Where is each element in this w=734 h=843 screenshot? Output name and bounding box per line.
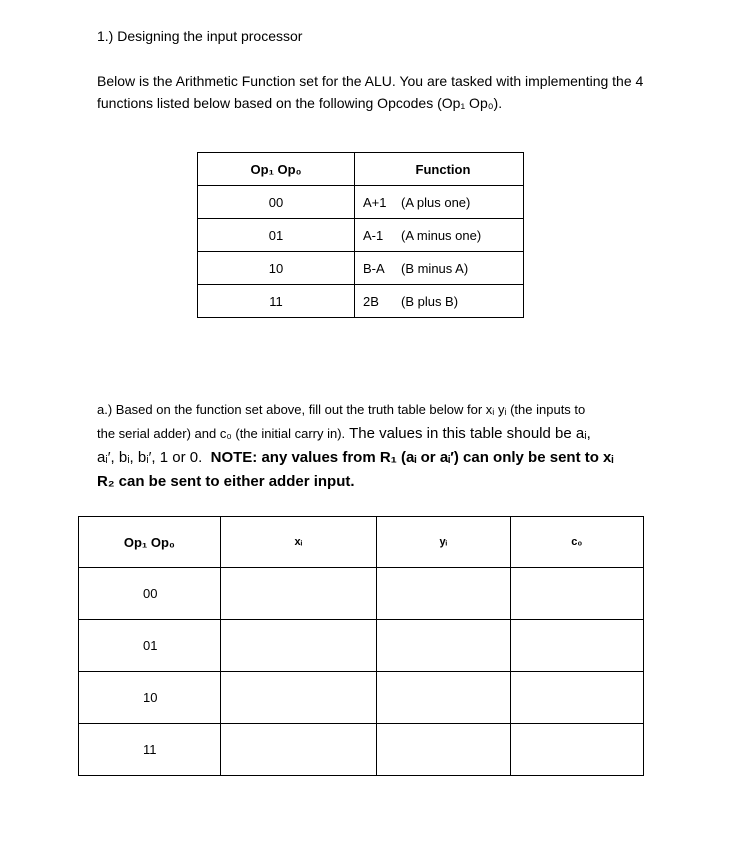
table-row [79, 620, 644, 672]
opcode-cell: 10 [198, 252, 355, 285]
table-row [79, 568, 644, 620]
yi-answer-cell[interactable] [377, 672, 510, 724]
table-row [79, 724, 644, 776]
c0-answer-cell[interactable] [510, 568, 644, 620]
function-desc: (B minus A) [400, 260, 469, 276]
table-row [198, 252, 524, 285]
opcode-value: 01 [143, 638, 158, 653]
xi-answer-cell[interactable] [220, 568, 376, 620]
yi-answer-cell[interactable] [377, 620, 510, 672]
function-cell [354, 252, 523, 285]
question-text: aᵢ′, bᵢ, bᵢ′, 1 or 0. [97, 449, 203, 466]
table-row [198, 285, 524, 318]
table-row [79, 672, 644, 724]
section-heading: 1.) Designing the input processor [97, 28, 303, 44]
intro-paragraph: Below is the Arithmetic Function set for the ALU. You are tasked with implementing the 4 functions listed below based on the following Opcodes (Op₁ Op₀). [97, 73, 644, 111]
yi-header: yᵢ [377, 517, 510, 568]
function-expr: B-A [362, 260, 385, 276]
note-text: NOTE: any values from R₁ (aᵢ or aᵢ′) can only be sent to xᵢ [210, 449, 614, 466]
table-row [198, 186, 524, 219]
xi-answer-cell[interactable] [220, 672, 376, 724]
function-desc: (A plus one) [400, 194, 471, 210]
opcode-cell: 11 [198, 285, 355, 318]
function-cell [354, 186, 523, 219]
table-row [198, 219, 524, 252]
part-a-question [97, 398, 687, 494]
function-cell [354, 285, 523, 318]
function-expr: A+1 [362, 194, 387, 210]
function-cell [354, 219, 523, 252]
question-text: the serial adder) and c₀ (the initial carry in). [97, 426, 346, 441]
function-expr: A-1 [362, 227, 384, 243]
note-text: R₂ can be sent to either adder input. [97, 473, 355, 490]
opcode-value: 10 [143, 690, 158, 705]
xi-header: xᵢ [220, 517, 376, 568]
truth-table [78, 516, 644, 776]
yi-answer-cell[interactable] [377, 568, 510, 620]
function-desc: (B plus B) [400, 293, 459, 309]
question-line: a.) Based on the function set above, fill out the truth table below for xᵢ yᵢ (the inputs to [97, 402, 586, 417]
opcode-header: Op₁ Op₀ [79, 517, 221, 568]
function-header: Function [354, 153, 523, 186]
question-line [97, 446, 687, 470]
c0-answer-cell[interactable] [510, 724, 644, 776]
function-expr: 2B [362, 293, 379, 309]
opcode-cell: 00 [198, 186, 355, 219]
c0-answer-cell[interactable] [510, 620, 644, 672]
question-line [97, 422, 687, 446]
opcode-function-table [197, 152, 524, 318]
function-desc: (A minus one) [400, 227, 482, 243]
c0-header: c₀ [510, 517, 644, 568]
question-text: The values in this table should be aᵢ, [345, 425, 591, 442]
xi-answer-cell[interactable] [220, 620, 376, 672]
table-header-row [198, 153, 524, 186]
opcode-value: 00 [143, 586, 158, 601]
c0-answer-cell[interactable] [510, 672, 644, 724]
yi-answer-cell[interactable] [377, 724, 510, 776]
question-line [97, 470, 687, 494]
xi-answer-cell[interactable] [220, 724, 376, 776]
opcode-cell [79, 724, 221, 776]
opcode-cell [79, 568, 221, 620]
opcode-cell: 01 [198, 219, 355, 252]
opcode-cell [79, 620, 221, 672]
opcode-value: 11 [143, 742, 157, 757]
opcode-cell [79, 672, 221, 724]
table-header-row [79, 517, 644, 568]
opcode-header: Op₁ Op₀ [198, 153, 355, 186]
